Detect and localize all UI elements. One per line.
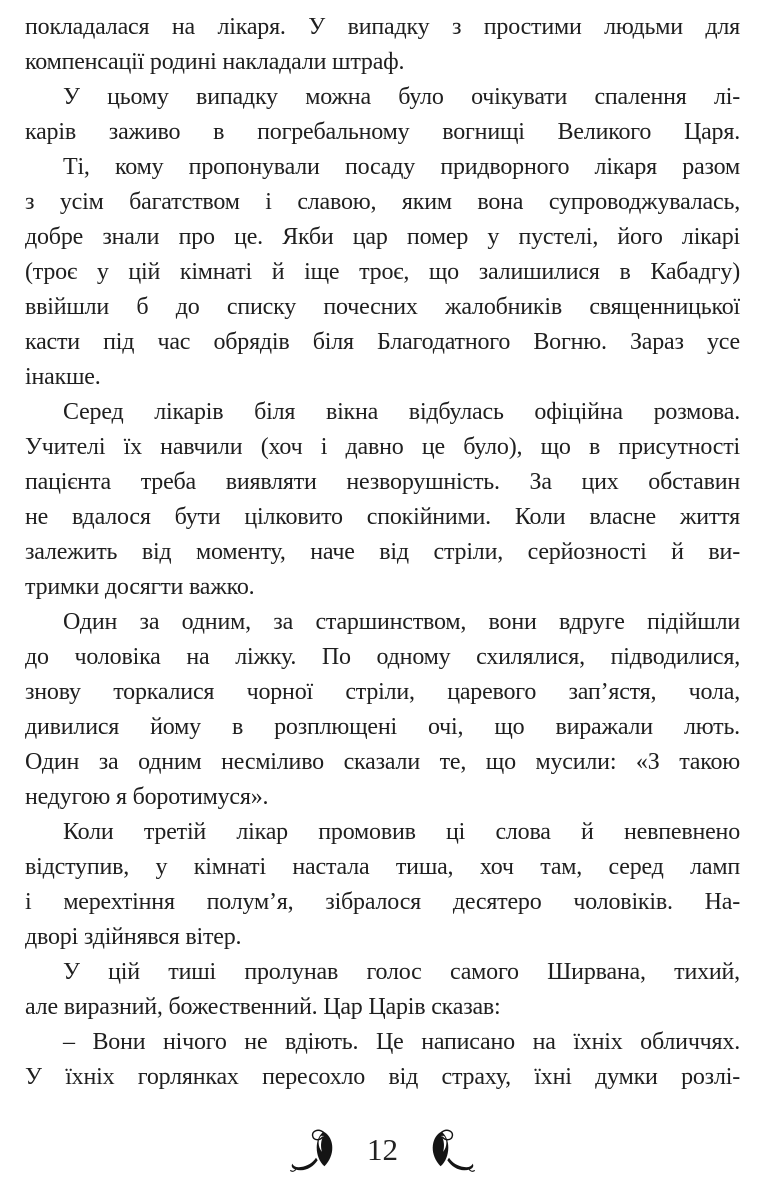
text-line: Серед лікарів біля вікна відбулась офіційна розмова. — [63, 399, 740, 425]
text-line: Ті, кому пропонували посаду придворного лікаря разом — [63, 154, 740, 180]
text-line: тримки досягти важко. — [25, 574, 255, 600]
text-line: ввійшли б до списку почесних жалобників священницької — [25, 294, 740, 320]
text-line: Коли третій лікар промовив ці слова й невпевнено — [63, 819, 740, 845]
text-line: дворі здійнявся вітер. — [25, 924, 242, 950]
text-line: У цій тиші пролунав голос самого Ширвана, тихий, — [63, 959, 740, 985]
text-line: покладалася на лікаря. У випадку з простими людьми для — [25, 14, 740, 40]
text-line: Один за одним несміливо сказали те, що мусили: «З такою — [25, 749, 740, 775]
text-line: компенсації родині накладали штраф. — [25, 49, 405, 75]
text-line: до чоловіка на ліжку. По одному схилялися, підводилися, — [25, 644, 740, 670]
text-line: пацієнта треба виявляти незворушність. За цих обставин — [25, 469, 740, 495]
text-line: карів заживо в погребальному вогнищі Великого Царя. — [25, 119, 740, 145]
calligraphic-fleuron-right-icon — [422, 1129, 476, 1173]
text-line: не вдалося бути цілковито спокійними. Коли власне життя — [25, 504, 740, 530]
text-line: У цьому випадку можна було очікувати спалення лі- — [63, 84, 740, 110]
text-line: дивилися йому в розплющені очі, що виражали лють. — [25, 714, 740, 740]
text-line: (троє у цій кімнаті й іще троє, що залишилися в Кабадгу) — [25, 259, 740, 285]
text-line: але виразний, божественний. Цар Царів сказав: — [25, 994, 501, 1020]
text-line: – Вони нічого не вдіють. Це написано на їхніх обличчях. — [63, 1029, 740, 1055]
text-line: добре знали про це. Якби цар помер у пустелі, його лікарі — [25, 224, 740, 250]
page-number: 12 — [367, 1131, 398, 1167]
text-line: недугою я боротимуся». — [25, 784, 269, 810]
text-line: залежить від моменту, наче від стріли, серйозності й ви- — [25, 539, 740, 565]
text-line: У їхніх горлянках пересохло від страху, їхні думки розлі- — [25, 1064, 740, 1090]
calligraphic-fleuron-left-icon — [289, 1129, 343, 1173]
text-line: відступив, у кімнаті настала тиша, хоч там, серед ламп — [25, 854, 740, 880]
text-line: знову торкалися чорної стріли, царевого зап’ястя, чола, — [25, 679, 740, 705]
text-line: з усім багатством і славою, яким вона супроводжувалась, — [25, 189, 740, 215]
text-line: касти під час обрядів біля Благодатного Вогню. Зараз усе — [25, 329, 740, 355]
page-footer — [25, 1129, 740, 1173]
text-line: Один за одним, за старшинством, вони вдруге підійшли — [63, 609, 740, 635]
text-line: і мерехтіння полум’я, зібралося десятеро чоловіків. На- — [25, 889, 740, 915]
body-text — [25, 10, 740, 1095]
text-line: інакше. — [25, 364, 101, 390]
text-line: Учителі їх навчили (хоч і давно це було), що в присутності — [25, 434, 740, 460]
